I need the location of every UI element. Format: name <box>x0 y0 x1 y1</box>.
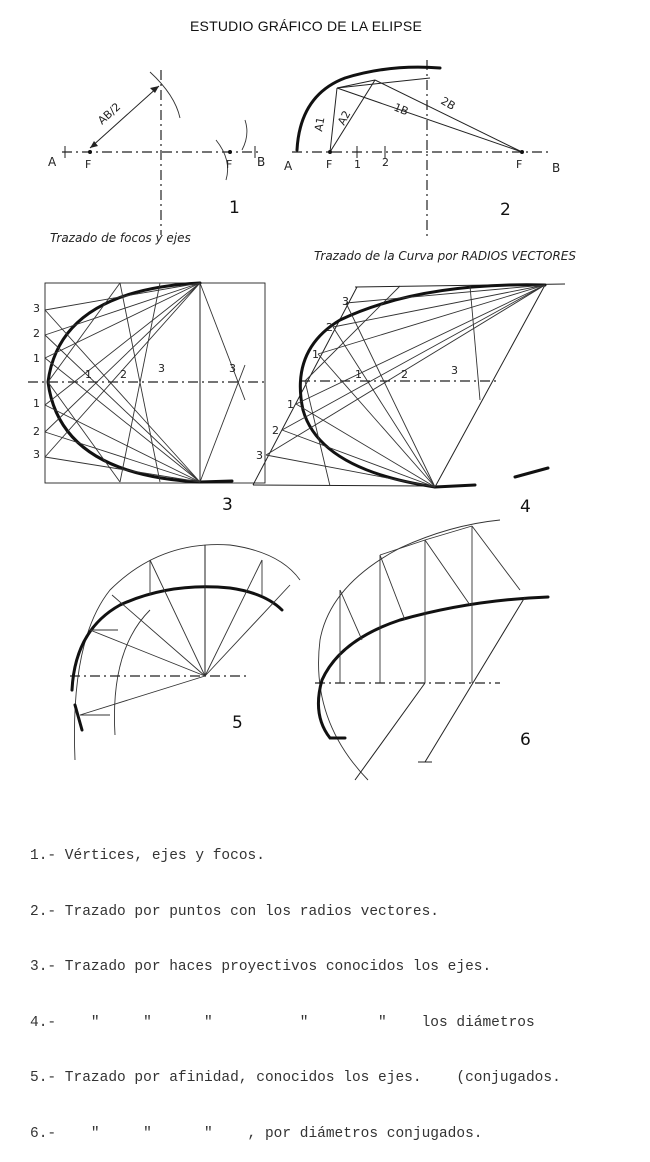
fig2-label-a2: A2 <box>335 108 354 128</box>
figure-4 <box>253 284 565 517</box>
fig5-number: 5 <box>232 713 243 733</box>
fig2-label-f2: F <box>516 158 523 171</box>
fig1-label-f2: F <box>226 158 233 171</box>
fig4-left-mark-3b: 3 <box>256 449 263 462</box>
fig4-left-mark-2b: 2 <box>272 424 279 437</box>
figure-1 <box>48 70 265 245</box>
fig1-caption: Trazado de focos y ejes <box>50 231 191 245</box>
fig3-left-mark-3b: 3 <box>33 448 40 461</box>
fig4-axis-mark-1: 1 <box>355 368 362 381</box>
fig4-left-mark-2a: 2 <box>326 321 333 334</box>
fig1-label-a: A <box>48 155 57 169</box>
fig4-left-mark-3a: 3 <box>342 295 349 308</box>
fig2-tick-1: 1 <box>354 158 361 171</box>
fig2-label-1b: 1B <box>391 100 411 119</box>
fig3-left-mark-2a: 2 <box>33 327 40 340</box>
fig2-label-f1: F <box>326 158 333 171</box>
fig3-axis-mark-3b: 3 <box>229 362 236 375</box>
fig3-number: 3 <box>222 495 233 515</box>
fig1-label-b: B <box>257 155 266 169</box>
legend-item: 2.- Trazado por puntos con los radios vectores. <box>30 903 439 920</box>
fig2-label-a1: A1 <box>312 115 328 133</box>
fig3-axis-mark-2: 2 <box>120 368 127 381</box>
fig2-tick-2: 2 <box>382 156 389 169</box>
fig3-left-mark-3a: 3 <box>33 302 40 315</box>
fig2-label-b: B <box>552 161 561 175</box>
legend-item: 5.- Trazado por afinidad, conocidos los ejes. (conjugados. <box>30 1070 561 1086</box>
fig2-caption: Trazado de la Curva por RADIOS VECTORES <box>314 249 577 263</box>
figure-6 <box>315 520 548 780</box>
fig1-number: 1 <box>229 198 240 218</box>
fig4-number: 4 <box>520 497 531 517</box>
figure-3 <box>28 283 268 515</box>
legend-item: 6.- " " " , por diámetros conjugados. <box>30 1125 483 1142</box>
figure-2 <box>284 60 576 263</box>
fig2-label-a: A <box>284 159 293 173</box>
fig2-label-2b: 2B <box>438 94 458 113</box>
fig6-number: 6 <box>520 730 531 750</box>
fig3-left-mark-1a: 1 <box>33 352 40 365</box>
fig4-left-mark-1b: 1 <box>287 398 294 411</box>
legend-item: 3.- Trazado por haces proyectivos conocidos los ejes. <box>30 959 492 975</box>
fig1-label-f1: F <box>85 158 92 171</box>
legend-list <box>30 810 561 1162</box>
fig3-left-mark-2b: 2 <box>33 425 40 438</box>
legend-item: 1.- Vértices, ejes y focos. <box>30 848 265 864</box>
figure-5 <box>70 545 300 760</box>
fig3-left-mark-1b: 1 <box>33 397 40 410</box>
fig2-number: 2 <box>500 200 511 220</box>
fig4-axis-mark-2: 2 <box>401 368 408 381</box>
page-title: ESTUDIO GRÁFICO DE LA ELIPSE <box>190 18 422 34</box>
fig1-label-ab-half: AB/2 <box>95 100 124 128</box>
legend-item: 4.- " " " " " los diámetros <box>30 1014 535 1031</box>
fig3-axis-mark-3: 3 <box>158 362 165 375</box>
fig4-axis-mark-3: 3 <box>451 364 458 377</box>
fig4-left-mark-1a: 1 <box>312 348 319 361</box>
fig3-axis-mark-1: 1 <box>85 368 92 381</box>
